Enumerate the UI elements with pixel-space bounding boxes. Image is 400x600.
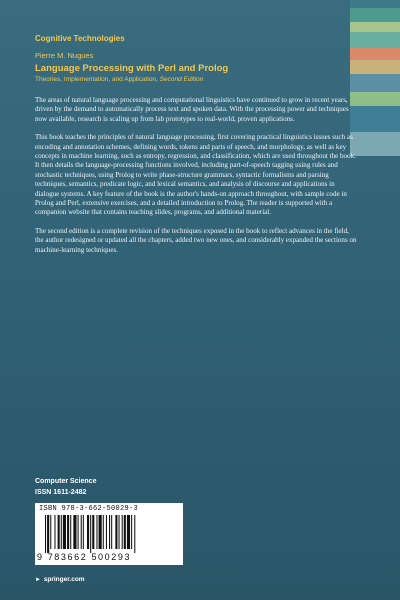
blurb-paragraph: The areas of natural language processing and computational linguistics have continued to grow in recent years, driven by the demand to automatically process text and spoken data. With the processing power and techniques now available, research is scaling up from lab prototypes to real-world, proven applications.: [35, 96, 349, 123]
series-name: Cognitive Technologies: [35, 34, 125, 43]
barcode-bar: [58, 515, 60, 549]
barcode-bar: [73, 515, 76, 549]
barcode-bar: [83, 515, 84, 549]
barcode-bar: [119, 515, 120, 549]
stripe: [350, 0, 400, 8]
stripe: [350, 48, 400, 60]
barcode-bar: [45, 515, 46, 553]
barcode-bar: [103, 515, 104, 549]
book-subtitle: [35, 76, 203, 83]
barcode-bar: [67, 515, 69, 549]
stripe: [350, 22, 400, 32]
barcode-bar: [61, 515, 62, 549]
stripe: [350, 106, 400, 132]
stripe: [350, 60, 400, 74]
stripe: [350, 92, 400, 106]
barcode-bar: [111, 515, 112, 549]
barcode-bar: [122, 515, 123, 549]
stripe: [350, 132, 400, 156]
barcode: [35, 503, 183, 565]
stripe: [350, 74, 400, 92]
website-label: springer.com: [43, 576, 85, 583]
barcode-bar: [70, 515, 71, 549]
barcode-bar: [99, 515, 102, 549]
stripe: [350, 8, 400, 22]
blurb-paragraph: The second edition is a complete revision of the techniques exposed in the book to reflect advances in the field, the author redesigned or updated all the chapters, added two new ones, and considerably expanded the sections on machine-learning techniques.: [35, 226, 357, 254]
blurb: [35, 96, 357, 264]
barcode-bar: [50, 515, 51, 549]
subject-category: Computer Science: [35, 478, 97, 485]
barcode-bar: [81, 515, 82, 549]
barcode-bar: [134, 515, 135, 553]
barcode-bar: [90, 515, 91, 553]
barcode-bar: [109, 515, 110, 549]
barcode-bars: [45, 515, 173, 553]
book-title: Language Processing with Perl and Prolog: [35, 63, 229, 74]
barcode-bar: [106, 515, 107, 549]
author-name: Pierre M. Nugues: [35, 51, 94, 60]
publisher-website: [35, 576, 85, 583]
barcode-bar: [87, 515, 89, 549]
barcode-bar: [92, 515, 94, 549]
isbn-number: ISBN 978-3-662-50029-3: [39, 505, 139, 513]
issn-number: ISSN 1611-2482: [35, 489, 87, 496]
ean-number: 9 783662 500293: [37, 552, 132, 562]
barcode-bar: [54, 515, 55, 549]
blurb-paragraph: This book teaches the principles of natural language processing, first covering practical linguistics issues such as encoding and annotation schemes, defining words, tokens and parts of speech, and morphology, as well as key concepts in machine learning, such as entropy, regression, and classification, which are used throughout the book. It then details the language-processing functions involved, including part-of-speech tagging using rules and stochastic techniques, using Prolog to write phase-structure grammars, syntactic formalisms and parsing techniques, semantics, predicate logic, and lexical semantics, and analysis of discourse and applications in dialogue systems. A key feature of the book is the author's hands-on approach throughout, with sample code in Prolog and Perl, extensive exercises, and a detailed introduction to Prolog. The reader is supported with a companion website that contains teaching slides, programs, and additional material.: [35, 133, 356, 217]
barcode-bar: [78, 515, 79, 549]
stripe: [350, 32, 400, 48]
barcode-bar: [127, 515, 130, 549]
subtitle-main: Theories, Implementation, and Application,: [35, 76, 158, 83]
arrow-icon: ►: [35, 577, 41, 583]
barcode-bar: [131, 515, 132, 549]
barcode-bar: [63, 515, 66, 549]
subtitle-edition: Second Edition: [159, 76, 204, 83]
barcode-bar: [124, 515, 126, 549]
barcode-bar: [115, 515, 117, 549]
decorative-stripes: [350, 0, 400, 156]
barcode-bar: [47, 515, 49, 553]
barcode-bar: [96, 515, 97, 549]
